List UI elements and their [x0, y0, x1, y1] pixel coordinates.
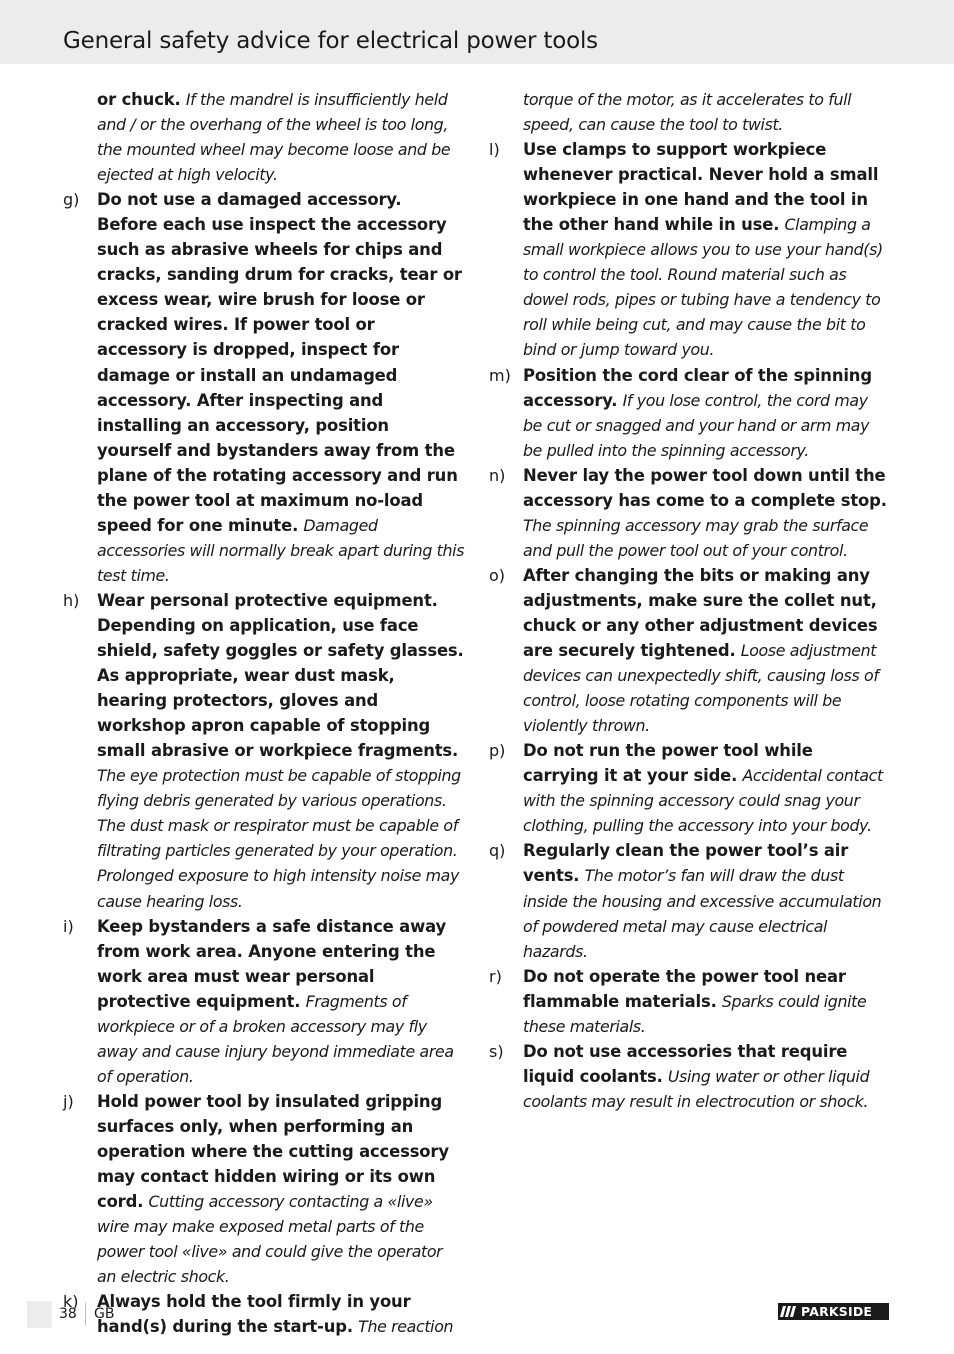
- page-header: [0, 0, 954, 64]
- item-marker: h): [63, 590, 80, 610]
- right-column: [489, 87, 891, 1114]
- item-marker: n): [489, 465, 506, 485]
- item-italic-text: Sparks could ignite these materials.: [523, 991, 867, 1036]
- item-italic-text: The spinning accessory may grab the surface and pull the power tool out of your control.: [523, 515, 869, 560]
- list-item-g: [63, 187, 465, 588]
- footer-divider: [85, 1303, 86, 1325]
- item-bold-text: Never lay the power tool down until the accessory has come to a complete stop.: [523, 465, 887, 510]
- item-italic-text: torque of the motor, as it accelerates to full speed, can cause the tool to twist.: [523, 90, 852, 135]
- item-italic-text: Loose adjustment devices can unexpectedly shift, causing loss of control, loose rotating components will be violently thrown.: [523, 641, 879, 736]
- list-item-i: [63, 914, 465, 1089]
- item-bold-text: Regularly clean the power tool’s air vents.: [523, 841, 849, 886]
- item-bold-text: Keep bystanders a safe distance away from work area. Anyone entering the work area must wear personal protective equipment.: [97, 916, 447, 1011]
- item-italic-text: The motor’s fan will draw the dust inside the housing and excessive accumulation of powdered metal may cause electrical hazards.: [523, 866, 882, 961]
- list-item-p: [489, 738, 891, 838]
- item-italic-text: Damaged accessories will normally break apart during this test time.: [97, 515, 465, 585]
- item-italic-text: The reaction: [358, 1317, 454, 1337]
- list-item-s: [489, 1039, 891, 1114]
- item-marker: g): [63, 190, 80, 210]
- item-italic-text: Using water or other liquid coolants may result in electrocution or shock.: [523, 1066, 870, 1111]
- list-item-q: [489, 838, 891, 963]
- item-bold-text: Use clamps to support workpiece whenever practical. Never hold a small workpiece in one hand and the tool in the other hand while in use.: [523, 140, 879, 235]
- item-marker: q): [489, 841, 506, 861]
- item-italic-text: Fragments of workpiece or of a broken accessory may fly away and cause injury beyond immediate area of operation.: [97, 991, 454, 1086]
- item-italic-text: If the mandrel is insufficiently held and / or the overhang of the wheel is too long, the mounted wheel may become loose and be ejected at high velocity.: [97, 90, 451, 185]
- item-bold-text: or chuck.: [97, 90, 181, 109]
- list-item-h: [63, 588, 465, 914]
- item-marker: m): [489, 365, 511, 385]
- item-italic-text: If you lose control, the cord may be cut or snagged and your hand or arm may be pulled into the spinning accessory.: [523, 390, 870, 460]
- page-number: 38: [59, 1306, 77, 1322]
- item-marker: o): [489, 565, 506, 585]
- item-marker: r): [489, 966, 502, 986]
- logo-stripes-icon: [778, 1303, 800, 1320]
- language-code: GB: [94, 1306, 115, 1322]
- item-italic-text: Clamping a small workpiece allows you to use your hand(s) to control the tool. Round material such as dowel rods, pipes or tubing have a tendency to roll while being cut, and may cause the bit to bind or jump toward you.: [523, 215, 883, 360]
- item-marker: i): [63, 916, 74, 936]
- item-bold-text: Do not use accessories that require liquid coolants.: [523, 1041, 848, 1086]
- item-italic-text: Cutting accessory contacting a «live» wire may make exposed metal parts of the power tool «live» and could give the operator an electric shock.: [97, 1192, 443, 1287]
- item-marker: s): [489, 1041, 504, 1061]
- footer-tab: [27, 1301, 52, 1328]
- item-italic-text: The eye protection must be capable of stopping flying debris generated by various operations. The dust mask or respirator must be capable of filtrating particles generated by your operation. Prolonged exposure to high intensity noise may cause hearing loss.: [97, 766, 461, 911]
- list-item-n: [489, 463, 891, 563]
- item-bold-text: Do not operate the power tool near flammable materials.: [523, 966, 846, 1011]
- list-item-r: [489, 964, 891, 1039]
- left-column: [63, 87, 465, 1339]
- brand-logo: [778, 1303, 889, 1320]
- item-bold-text: Hold power tool by insulated gripping surfaces only, when performing an operation where the cutting accessory may contact hidden wiring or its own cord.: [97, 1091, 449, 1212]
- item-bold-text: Wear personal protective equipment. Depending on application, use face shield, safety goggles or safety glasses. As appropriate, wear dust mask, hearing protectors, gloves and workshop apron capable of stopping small abrasive or workpiece fragments.: [97, 590, 464, 761]
- list-item-l: [489, 137, 891, 362]
- list-item-k: [63, 1289, 465, 1339]
- brand-name: PARKSIDE: [801, 1304, 873, 1319]
- list-item-continuation: [63, 87, 465, 187]
- list-item-j: [63, 1089, 465, 1289]
- item-bold-text: Position the cord clear of the spinning accessory.: [523, 365, 872, 410]
- page-title: General safety advice for electrical power tools: [63, 28, 598, 54]
- item-bold-text: Do not use a damaged accessory. Before each use inspect the accessory such as abrasive wheels for chips and cracks, sanding drum for cracks, tear or excess wear, wire brush for loose or cracked wires. If power tool or accessory is dropped, inspect for damage or install an undamaged accessory. After inspecting and installing an accessory, position yourself and bystanders away from the plane of the rotating accessory and run the power tool at maximum no-load speed for one minute.: [97, 190, 462, 535]
- item-bold-text: After changing the bits or making any adjustments, make sure the collet nut, chuck or any other adjustment devices are securely tightened.: [523, 565, 878, 661]
- list-item-continuation: [489, 87, 891, 137]
- list-item-o: [489, 563, 891, 738]
- item-marker: l): [489, 140, 500, 160]
- list-item-m: [489, 363, 891, 463]
- item-bold-text: Do not run the power tool while carrying it at your side.: [523, 741, 813, 786]
- item-marker: j): [63, 1091, 74, 1111]
- item-italic-text: Accidental contact with the spinning accessory could snag your clothing, pulling the accessory into your body.: [523, 766, 883, 836]
- item-bold-text: Always hold the tool firmly in your hand(s) during the start-up.: [97, 1292, 411, 1337]
- item-marker: p): [489, 741, 506, 761]
- item-marker: k): [63, 1292, 79, 1312]
